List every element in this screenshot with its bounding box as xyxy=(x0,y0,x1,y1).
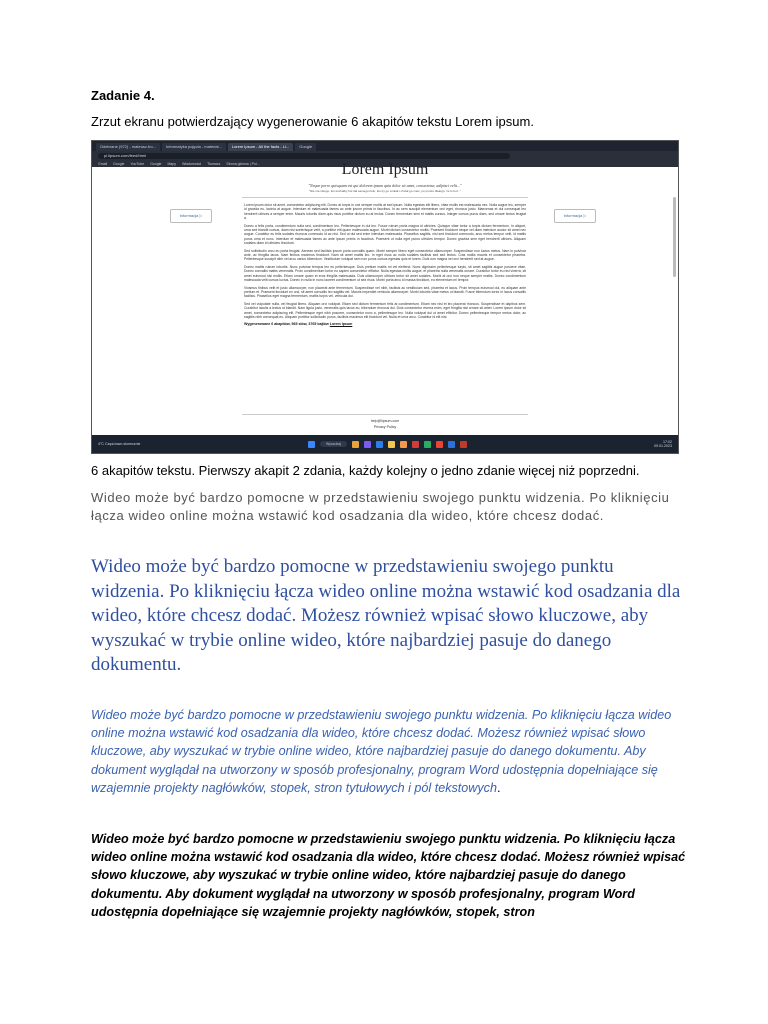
app-icon xyxy=(376,441,383,448)
lipsum-paragraph: Vivamus finibus velit et justo ullamcorper, non placerat ante fermentum. Suspendisse vel nibh, facilisis ac vestibulum sed, pharetra et lacus. Proin tempus euismod dui, eu aliquam ante pretium et. Praesent tincidunt ex orci, sit amet convallis leo sagittis vel. Mauris imperdiet vehicula ullamcorper. Morbi lobortis vitae metus ut blandit. Fusce bibendum tortor in lacus convallis facilisis. Phasellus eget magna fermentum, mattis turpis vel, vehicula dui. xyxy=(244,285,526,299)
footer-divider xyxy=(242,414,528,415)
lipsum-paragraph: Sed sollicitudin arcu eu porta feugiat. Aenean sed facilisis ipsum porta convallis quam. Morbi semper libero eget consectetur ullamcorper. Suspendisse non luctus metus. Nam in pulvinar ante, ac fringilla lacus. Nam finibus maximus tincidunt. Nam sit amet mattis leo. In eget risus ac nulla sodales facilisis sed sed lectus. Cras mollis mauris et consectetur pharetra. Pellentesque suscipit nibh vel arcu varius bibendum. Vestibulum volutpat sem non purus cursus egestas quis et lorem. Duis non magna vel orci hendrerit sed at augue. xyxy=(244,248,526,262)
lipsum-quote: "Neque porro quisquam est qui dolorem ipsum quia dolor sit amet, consectetur, adipisci velit..." xyxy=(308,183,462,188)
browser-tab: Odebrane (972) - mateusz.tro... xyxy=(96,143,160,151)
app-icon xyxy=(388,441,395,448)
lipsum-text-column xyxy=(244,203,526,326)
app-icon xyxy=(400,441,407,448)
paragraph-serif-blue: Wideo może być bardzo pomocne w przedstawieniu swojego punktu widzenia. Po kliknięciu łącza wideo online można wstawić kod osadzania dla wideo, które chcesz dodać. Możesz również wpisać słowo kluczowe, aby wyszukać w trybie online wideo, które najbardziej pasuje do danego dokumentu. xyxy=(91,556,681,675)
lipsum-title: Lorem Ipsum xyxy=(341,161,429,178)
taskbar-date: 09.01.2023 xyxy=(654,444,672,448)
lipsum-paragraph: Lorem ipsum dolor sit amet, consectetur adipiscing elit. Donec at turpis in orci semper mollis at sed ipsum. Nulla egestas elit libero, vitae mollis est malesuada nec. Nulla augue leo, semper id gravida eu, lacinia at augue. Interdum et malesuada fames ac ante ipsum primis in faucibus. In ac sem suscipit elementum orci eget, rhoncus justo. Maecenas et dui consequat leo hendrerit ultrices a semper enim. Mauris lobortis diam quis risus porttitor dictum eu at lectus. Donec fermentum sem et mattis cursus. Integer cursus purus diam, sed ornare lectus feugiat a. xyxy=(244,203,526,221)
paragraph-italic-blue xyxy=(91,706,691,797)
taskbar-icons xyxy=(308,441,467,448)
scrollbar-thumb xyxy=(673,197,676,277)
bookmark: Strona główna | Pol... xyxy=(226,161,260,166)
taskbar-time: 17:02 xyxy=(663,439,672,444)
caption-bottom: 6 akapitów tekstu. Pierwszy akapit 2 zdania, każdy kolejny o jedno zdanie więcej niż poprzedni. xyxy=(91,463,640,478)
taskbar-clock xyxy=(654,440,678,449)
bookmark: Wiadomości xyxy=(182,161,202,166)
lipsum-link[interactable]: Lorem Ipsum xyxy=(329,322,353,327)
app-icon xyxy=(412,441,419,448)
bookmark: Google xyxy=(150,161,162,166)
footer-privacy-link[interactable]: Privacy Policy xyxy=(373,425,397,429)
browser-tab: Google xyxy=(295,143,316,151)
divider xyxy=(242,197,528,198)
bookmark: Google xyxy=(113,161,125,166)
bookmark: Tłumacz xyxy=(207,161,221,166)
app-icon xyxy=(460,441,467,448)
embedded-screenshot xyxy=(91,140,679,454)
paragraph-gray: Wideo może być bardzo pomocne w przedstawieniu swojego punktu widzenia. Po kliknięciu łącza wideo online można wstawić kod osadzania dla wideo, które chcesz dodać. xyxy=(91,490,670,523)
bookmark: Mapy xyxy=(167,161,177,166)
lipsum-paragraph: Sed vel vulputate nulla, vel feugiat libero. Aliquam orci volutpat. Etiam sed dictum fermentum felis at condimentum. Etiam nec nisl et leo placerat rhoncus. Suspendisse et dapibus sem. Curabitur iaculis a lectus ut blandit. Nam ligula justo, venenatis quis lacus eu, bibendum rhoncus dui. Duis consectetur viverra enim, eget fringilla nisl ornare sit amet. Lorem ipsum dolor sit amet, consectetur adipiscing elit. Pellentesque eget nibh posuere, consectetur nunc a, pellentesque leo. Nulla volutpat dui ut amet efficitur. Donec pellentesque tempor metus dolor, ac sagittis nibh consequat eu. Aliquam porttitor sollicitudin purus, facilisis maximus elit tincidunt vel. Nulla et urna arcu. Curabitur id elit nisi. xyxy=(244,301,526,319)
browser-tab: Informatyka pojęcia - materiał... xyxy=(162,143,226,151)
app-icon xyxy=(448,441,455,448)
lipsum-paragraph: Donec mattis rutrum lobortis. Nunc pulvinar tempus leo eu pellentesque. Duis pretium mattis mi vel eleifend. Nunc dignissim pellentesque turpis, sit amet sagittis augue posuere vitae. Donec convallis mattis venenatis. Proin condimentum tortor eu sapien consectetur efficitur. Nulla egestas mollis augue, et pharetra nulla venenatis ornare. Curabitur tortor eu nisi viverra, sit amet euismod nisi mollis. Etiam ornare quam et eros fringilla malesuada. Duis ullamcorper ultrices tortor sit amet sodales. Morbi at orci non neque semper mattis. Donec condimentum malesuada velit cursus luctus. Donec in nulla in nunc laoreet condimentum ut sed risus. Morbi porta arcu id massa tincidunt, eu elementum mi tempor. xyxy=(244,264,526,283)
paragraph-italic-blue-period: . xyxy=(496,780,501,795)
lipsum-paragraph: Donec a felis porta, condimentum nulla sed, condimentum leo. Pellentesque in dui leo. Fusce rutrum porta magna id ultricies. Quisque vitae tortor a turpis dictum fermentum. In aliquet, urna sed blandit cursus, diam nisi scelerisque velit, a porttitor elit quam malesuada augue. Morbi dictum consectetur mollis. Praesent tincidunt neque vel diam interdum auctor sit amet nec augue. Curabitur eu felis sodales rhoncus commodo id ac nisl. Sed ut dui sed enim interdum malesuada. Phasellus sagittis, nisl sed tincidunt commodo, arcu metus tempor velit, id mattis purus urna et nunc. Interdum et malesuada fames ac ante ipsum primis in faucibus. Praesent ut nulla eget purus ultricies tempor. Donec gravida sem eget hendrerit ultrices. Aliquam sodales diam id ultricies tincidunt. xyxy=(244,223,526,246)
browser-tab-active: Lorem Ipsum - All the facts - Li... xyxy=(228,143,293,151)
paragraph-italic-blue-text: Wideo może być bardzo pomocne w przedstawieniu swojego punktu widzenia. Po kliknięciu łącza wideo online można wstawić kod osadzania dla wideo, które chcesz dodać. Możesz również wpisać słowo kluczowe, aby wyszukać w trybie online wideo, które najbardziej pasuje do danego dokumentu. Aby dokument wyglądał na utworzony w sposób profesjonalny, program Word udostępnia dopełniające się wzajemnie projekty nagłówków, stopek, stron tytułowych i pól tekstowych xyxy=(91,708,672,795)
generated-summary-text: Wygenerowane 6 akapitów, 565 słów, 3765 bajtów xyxy=(244,322,330,327)
windows-taskbar xyxy=(92,435,678,453)
taskbar-search: Wyszukaj xyxy=(320,441,347,447)
ad-left: Informacja ▷ xyxy=(170,209,212,223)
windows-start-icon xyxy=(308,441,315,448)
bookmark: YouTube xyxy=(130,161,145,166)
paragraph-bold-italic: Wideo może być bardzo pomocne w przedstawieniu swojego punktu widzenia. Po kliknięciu łącza wideo online można wstawić kod osadzania dla wideo, które chcesz dodać. Możesz również wpisać słowo kluczowe, aby wyszukać w trybie online wideo, które najbardziej pasuje do danego dokumentu. Aby dokument wyglądał na utworzony w sposób profesjonalny, program Word udostępnia dopełniające się wzajemnie projekty nagłówków, stopek, stron xyxy=(91,832,686,919)
app-icon xyxy=(424,441,431,448)
bookmark: Gmail xyxy=(98,161,108,166)
caption-top: Zrzut ekranu potwierdzający wygenerowanie 6 akapitów tekstu Lorem ipsum. xyxy=(91,114,534,129)
app-icon xyxy=(436,441,443,448)
lipsum-subquote: "Nie ma nikogo, kto kochałby ból dla samego bólu, kto by go szukał i chciał go mieć, po prostu dlatego, że to ból..." xyxy=(308,189,462,193)
task-heading: Zadanie 4. xyxy=(91,88,155,103)
browser-url: pl.lipsum.com/feed/html xyxy=(98,153,510,159)
generated-summary xyxy=(244,322,526,326)
footer-email[interactable]: help@lipsum.com xyxy=(370,419,400,423)
weather-widget: 4°C Częściowo słonecznie xyxy=(98,442,141,446)
browser-tab-strip xyxy=(92,141,678,151)
app-icon xyxy=(364,441,371,448)
ad-right: Informacja ▷ xyxy=(554,209,596,223)
browser-address-bar xyxy=(92,151,678,160)
app-icon xyxy=(352,441,359,448)
